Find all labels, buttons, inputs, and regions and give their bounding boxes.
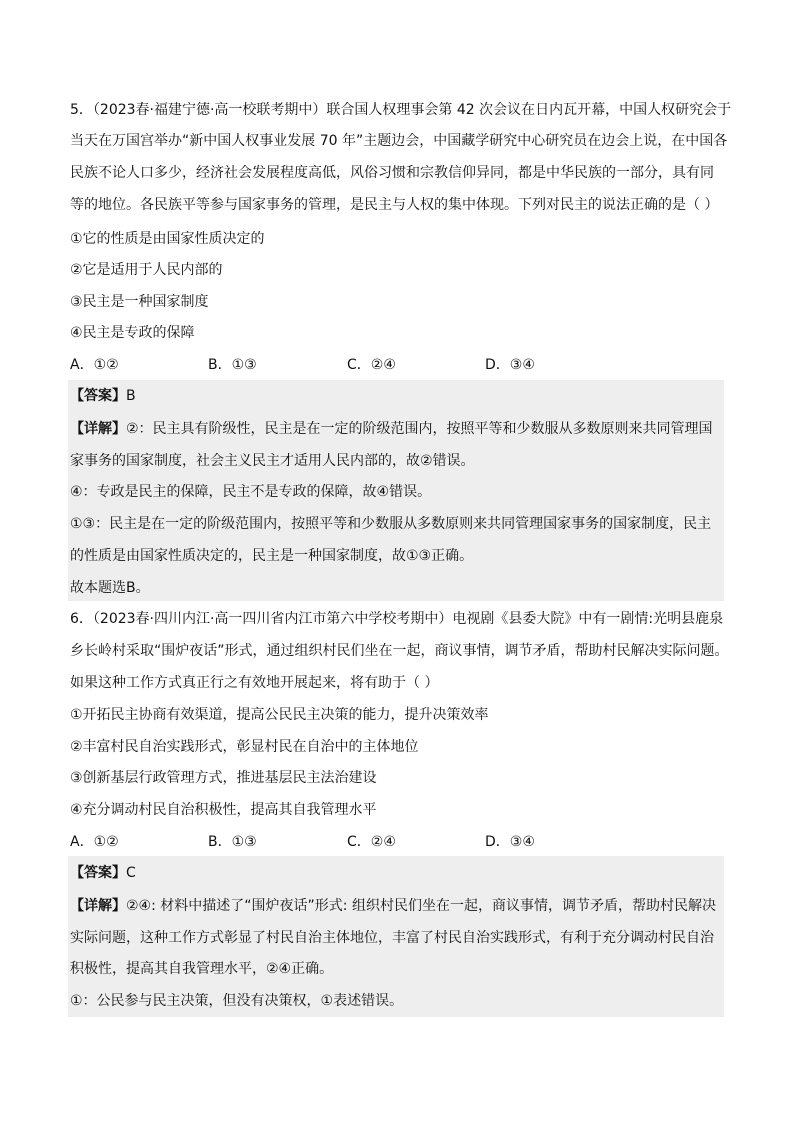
analysis-text: ②：民主具有阶级性，民主是在一定的阶级范围内，按照平等和少数服从多数原则来共同管理国: [126, 421, 713, 437]
q6-item: ②丰富村民自治实践形式，彰显村民在自治中的主体地位: [70, 739, 419, 755]
q5-stem-line: 民族不论人口多少，经济社会发展程度高低，风俗习惯和宗教信仰异同，都是中华民族的一部分，具有同: [70, 165, 714, 181]
q5-item: ③民主是一种国家制度: [70, 294, 209, 310]
q5-stem-line: 当天在万国宫举办“新中国人权事业发展 70 年”主题边会，中国藏学研究中心研究员在边会上说，在中国各: [70, 133, 728, 149]
q5-analysis-line: ④：专政是民主的保障，民主不是专政的保障，故④错误。: [70, 484, 432, 500]
q6-item: ④充分调动村民自治积极性，提高其自我管理水平: [70, 802, 377, 818]
q6-stem-line: 乡长岭村采取“围炉夜话”形式，通过组织村民们坐在一起，商议事情，调节矛盾，帮助村民解决实际问题。: [70, 643, 729, 659]
q5-item: ②它是适用于人民内部的: [70, 262, 223, 278]
q6-item: ①开拓民主协商有效渠道，提高公民民主决策的能力，提升决策效率: [70, 707, 489, 723]
q5-analysis-line: [70, 419, 713, 439]
q5-analysis-line: 故本题选B。: [70, 580, 150, 596]
q6-analysis-line: ①：公民参与民主决策，但没有决策权，①表述错误。: [70, 993, 404, 1009]
q6-analysis-line: 积极性，提高其自我管理水平，②④正确。: [70, 961, 334, 977]
answer-value: C: [126, 865, 136, 881]
analysis-text: ②④: 材料中描述了“围炉夜话”形式: 组织村民们坐在一起，商议事情，调节矛盾，帮助村民解决: [126, 898, 716, 914]
analysis-tag: 【详解】: [70, 421, 126, 437]
q5-answer: [70, 386, 136, 406]
q5-item: ④民主是专政的保障: [70, 325, 195, 341]
q6-option-a: A．①②: [70, 834, 119, 850]
answer-tag: 【答案】: [70, 865, 126, 881]
q6-item: ③创新基层行政管理方式，推进基层民主法治建设: [70, 770, 377, 786]
q6-stem-line: 如果这种工作方式真正行之有效地开展起来，将有助于（ ）: [70, 675, 439, 691]
q6-analysis-line: 实际问题，这种工作方式彰显了村民自治主体地位，丰富了村民自治实践形式，有利于充分调动村民自治: [70, 930, 714, 946]
q6-option-b: B．①③: [208, 834, 257, 850]
q6-answer: [70, 863, 136, 883]
q5-stem-line: 5．（2023春·福建宁德·高一校联考期中）联合国人权理事会第 42 次会议在日内瓦开幕，中国人权研究会于: [70, 102, 732, 118]
q5-item: ①它的性质是由国家性质决定的: [70, 231, 265, 247]
q6-option-c: C．②④: [347, 834, 396, 850]
q6-stem-line: 6．（2023春·四川内江·高一四川省内江市第六中学校考期中）电视剧《县委大院》中有一剧情:光明县鹿泉: [70, 611, 724, 627]
q5-option-b: B．①③: [208, 357, 257, 373]
q5-option-d: D．③④: [485, 357, 535, 373]
analysis-tag: 【详解】: [70, 898, 126, 914]
q5-stem-line: 等的地位。各民族平等参与国家事务的管理，是民主与人权的集中体现。下列对民主的说法正确的是（ ）: [70, 197, 719, 213]
q5-analysis-line: 家事务的国家制度，社会主义民主才适用人民内部的，故②错误。: [70, 453, 475, 469]
q6-option-d: D．③④: [485, 834, 535, 850]
answer-value: B: [126, 388, 136, 404]
q5-option-c: C．②④: [347, 357, 396, 373]
q5-analysis-line: ①③：民主是在一定的阶级范围内，按照平等和少数服从多数原则来共同管理国家事务的国家制度，民主: [70, 516, 712, 532]
q5-analysis-line: 的性质是由国家性质决定的，民主是一种国家制度，故①③正确。: [70, 548, 474, 564]
answer-tag: 【答案】: [70, 388, 126, 404]
q5-option-a: A．①②: [70, 357, 119, 373]
q6-analysis-line: [70, 896, 716, 916]
